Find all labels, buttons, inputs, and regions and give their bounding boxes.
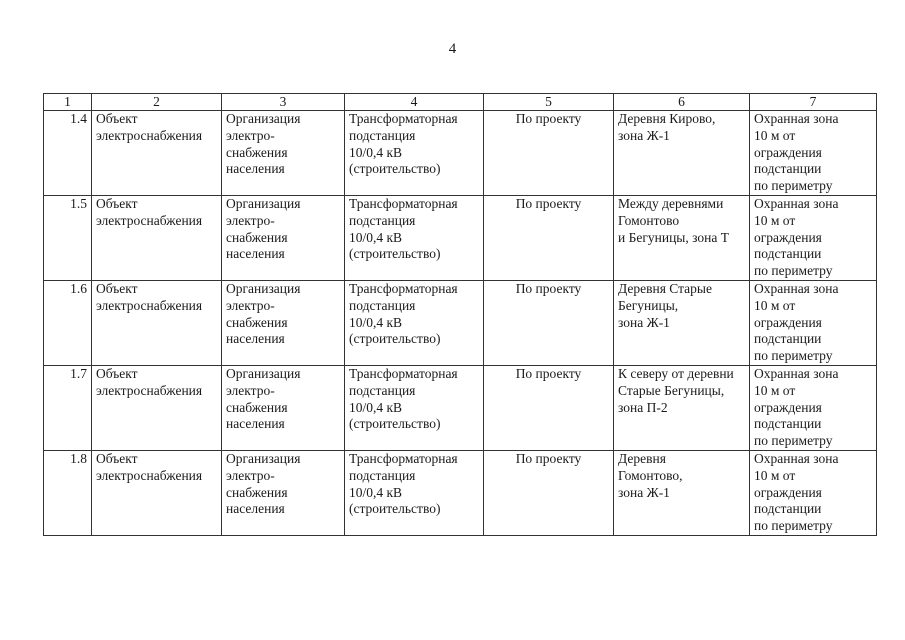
cell-line: Организация <box>226 280 301 296</box>
basis-cell: По проекту <box>484 111 614 196</box>
cell-line: Охранная зона <box>754 195 839 211</box>
location-cell <box>614 365 750 450</box>
cell-line: электро- <box>226 467 275 483</box>
cell-line: электроснабжения <box>96 297 203 313</box>
cell-line: Деревня Старые <box>618 280 712 296</box>
cell-line: подстанция <box>349 212 416 228</box>
cell-line: снабжения <box>226 229 288 245</box>
cell-line: Охранная зона <box>754 280 839 296</box>
location-cell <box>614 450 750 535</box>
cell-line: Объект <box>96 111 138 126</box>
column-header: 1 <box>44 94 92 111</box>
cell-line: и Бегуницы, зона Т <box>618 229 729 245</box>
cell-line: Гомонтово <box>618 212 680 228</box>
object-cell <box>92 195 222 280</box>
object-cell <box>92 365 222 450</box>
cell-line: населения <box>226 331 285 347</box>
purpose-cell <box>222 365 345 450</box>
object-cell <box>92 280 222 365</box>
cell-line: 10/0,4 кВ <box>349 314 403 330</box>
cell-line: ограждения <box>754 144 822 160</box>
object-cell <box>92 450 222 535</box>
zone-cell <box>750 111 877 196</box>
cell-line: ограждения <box>754 399 822 415</box>
header-row <box>44 94 877 111</box>
facility-cell <box>345 365 484 450</box>
cell-line: Объект <box>96 280 138 296</box>
cell-line: подстанции <box>754 331 822 347</box>
cell-line: ограждения <box>754 484 822 500</box>
cell-line: Организация <box>226 111 301 126</box>
cell-line: ограждения <box>754 229 822 245</box>
row-number: 1.5 <box>44 195 92 280</box>
cell-line: К северу от деревни <box>618 365 734 381</box>
cell-line: зона Ж-1 <box>618 314 670 330</box>
cell-line: Трансформаторная <box>349 111 458 126</box>
column-header: 5 <box>484 94 614 111</box>
objects-table <box>43 93 877 536</box>
purpose-cell <box>222 280 345 365</box>
cell-line: подстанция <box>349 467 416 483</box>
cell-line: подстанции <box>754 416 822 432</box>
cell-line: по периметру <box>754 433 833 449</box>
cell-line: Организация <box>226 195 301 211</box>
purpose-cell <box>222 195 345 280</box>
cell-line: электро- <box>226 297 275 313</box>
cell-line: (строительство) <box>349 416 441 432</box>
object-cell <box>92 111 222 196</box>
cell-line: по периметру <box>754 518 833 534</box>
row-number: 1.8 <box>44 450 92 535</box>
column-header: 7 <box>750 94 877 111</box>
zone-cell <box>750 450 877 535</box>
basis-cell: По проекту <box>484 280 614 365</box>
facility-cell <box>345 111 484 196</box>
zone-cell <box>750 195 877 280</box>
cell-line: Охранная зона <box>754 111 839 126</box>
cell-line: Объект <box>96 195 138 211</box>
basis-cell: По проекту <box>484 365 614 450</box>
cell-line: Объект <box>96 365 138 381</box>
cell-line: электроснабжения <box>96 127 203 143</box>
cell-line: 10/0,4 кВ <box>349 484 403 500</box>
cell-line: по периметру <box>754 263 833 279</box>
cell-line: населения <box>226 501 285 517</box>
cell-line: Трансформаторная <box>349 365 458 381</box>
facility-cell <box>345 450 484 535</box>
row-number: 1.6 <box>44 280 92 365</box>
cell-line: электро- <box>226 127 275 143</box>
cell-line: снабжения <box>226 399 288 415</box>
cell-line: населения <box>226 161 285 177</box>
page-number: 4 <box>448 41 457 57</box>
cell-line: электроснабжения <box>96 212 203 228</box>
cell-line: подстанция <box>349 297 416 313</box>
cell-line: подстанции <box>754 501 822 517</box>
location-cell <box>614 111 750 196</box>
cell-line: (строительство) <box>349 161 441 177</box>
zone-cell <box>750 280 877 365</box>
cell-line: ограждения <box>754 314 822 330</box>
cell-line: Гомонтово, <box>618 467 683 483</box>
cell-line: зона Ж-1 <box>618 484 670 500</box>
cell-line: Старые Бегуницы, <box>618 382 725 398</box>
table-row <box>44 195 877 280</box>
cell-line: населения <box>226 246 285 262</box>
cell-line: Между деревнями <box>618 195 724 211</box>
cell-line: подстанции <box>754 246 822 262</box>
row-number: 1.7 <box>44 365 92 450</box>
cell-line: 10 м от <box>754 297 796 313</box>
location-cell <box>614 280 750 365</box>
cell-line: 10/0,4 кВ <box>349 399 403 415</box>
cell-line: Бегуницы, <box>618 297 679 313</box>
cell-line: электроснабжения <box>96 467 203 483</box>
table-row <box>44 280 877 365</box>
cell-line: электро- <box>226 382 275 398</box>
cell-line: 10 м от <box>754 127 796 143</box>
cell-line: 10 м от <box>754 212 796 228</box>
purpose-cell <box>222 450 345 535</box>
cell-line: по периметру <box>754 348 833 364</box>
facility-cell <box>345 195 484 280</box>
cell-line: Организация <box>226 365 301 381</box>
cell-line: 10/0,4 кВ <box>349 229 403 245</box>
cell-line: (строительство) <box>349 331 441 347</box>
cell-line: по периметру <box>754 178 833 194</box>
cell-line: Трансформаторная <box>349 280 458 296</box>
table-row <box>44 111 877 196</box>
basis-cell: По проекту <box>484 195 614 280</box>
cell-line: Трансформаторная <box>349 450 458 466</box>
row-number: 1.4 <box>44 111 92 196</box>
purpose-cell <box>222 111 345 196</box>
cell-line: подстанции <box>754 161 822 177</box>
cell-line: снабжения <box>226 314 288 330</box>
table-row <box>44 450 877 535</box>
cell-line: (строительство) <box>349 246 441 262</box>
cell-line: 10/0,4 кВ <box>349 144 403 160</box>
column-header: 3 <box>222 94 345 111</box>
cell-line: Объект <box>96 450 138 466</box>
cell-line: снабжения <box>226 484 288 500</box>
cell-line: электро- <box>226 212 275 228</box>
cell-line: Охранная зона <box>754 365 839 381</box>
basis-cell: По проекту <box>484 450 614 535</box>
column-header: 4 <box>345 94 484 111</box>
zone-cell <box>750 365 877 450</box>
cell-line: 10 м от <box>754 467 796 483</box>
cell-line: Охранная зона <box>754 450 839 466</box>
cell-line: Деревня Кирово, <box>618 111 716 126</box>
cell-line: Деревня <box>618 450 666 466</box>
facility-cell <box>345 280 484 365</box>
column-header: 6 <box>614 94 750 111</box>
cell-line: подстанция <box>349 382 416 398</box>
cell-line: Организация <box>226 450 301 466</box>
cell-line: Трансформаторная <box>349 195 458 211</box>
cell-line: 10 м от <box>754 382 796 398</box>
cell-line: подстанция <box>349 127 416 143</box>
cell-line: зона П-2 <box>618 399 668 415</box>
column-header: 2 <box>92 94 222 111</box>
table-row <box>44 365 877 450</box>
cell-line: снабжения <box>226 144 288 160</box>
location-cell <box>614 195 750 280</box>
cell-line: (строительство) <box>349 501 441 517</box>
cell-line: населения <box>226 416 285 432</box>
cell-line: электроснабжения <box>96 382 203 398</box>
cell-line: зона Ж-1 <box>618 127 670 143</box>
